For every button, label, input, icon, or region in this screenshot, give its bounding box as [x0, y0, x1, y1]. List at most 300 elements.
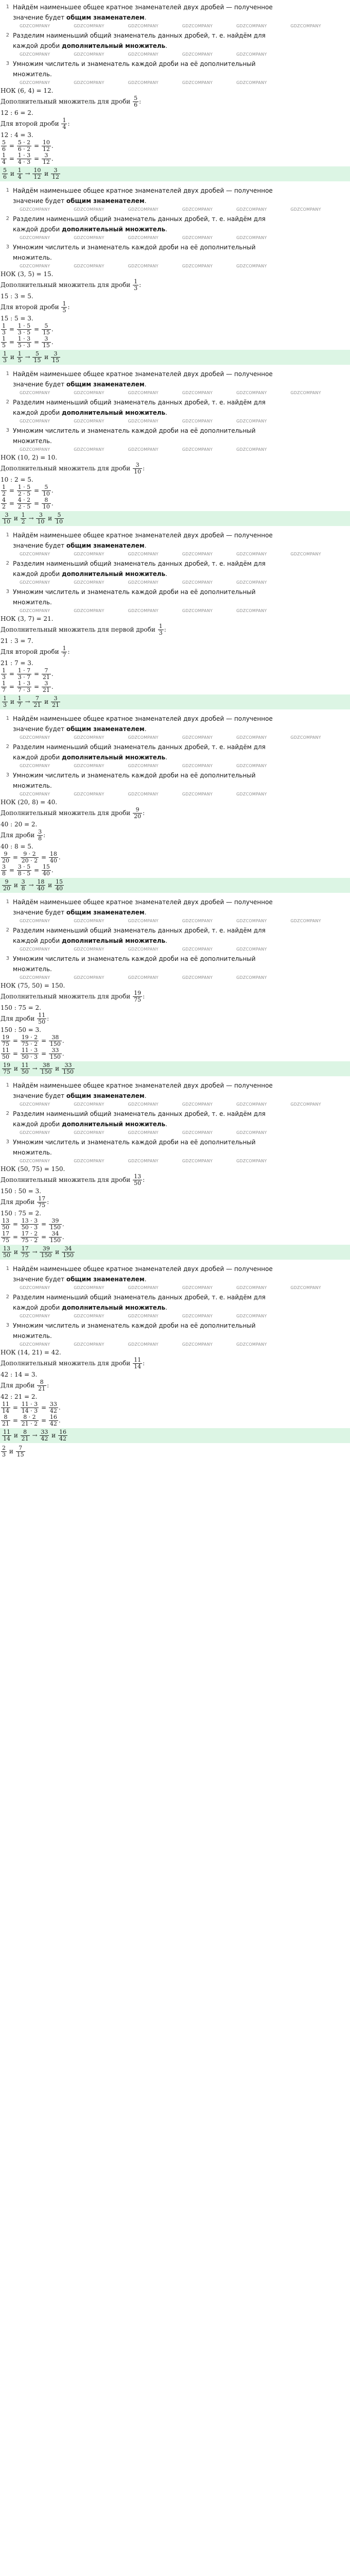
denominator: 4 · 3	[18, 159, 31, 165]
numerator: 1	[18, 350, 22, 357]
first-label: Дополнительный множитель для первой дроби	[1, 626, 155, 633]
second-calc-line: $\frac{1}{5}$ = $\frac{1 \cdot 3}{5 \cdot 3}$ = $\frac{3}{15}$ .	[2, 335, 54, 349]
numerator: 11	[134, 1357, 142, 1363]
first-calc-line: $\frac{1}{3}$ = $\frac{1 \cdot 7}{3 \cdot 7}$ = $\frac{7}{21}$ .	[2, 667, 54, 681]
numerator: 38	[40, 1062, 52, 1069]
numerator: 7	[16, 1445, 25, 1452]
watermark: GDZCOMPANY	[128, 608, 159, 613]
step-text-bold: общим знаменателем	[66, 542, 145, 549]
second-multiplier-line: Для дроби $\frac{3}{8}$ :	[1, 828, 46, 842]
step-number: 1	[6, 1082, 9, 1088]
watermark: GDZCOMPANY	[74, 391, 104, 395]
step-number: 3	[6, 1139, 9, 1145]
watermark: GDZCOMPANY	[128, 24, 159, 28]
watermark: GDZCOMPANY	[182, 1159, 213, 1163]
denominator: 5	[18, 357, 22, 364]
denominator: 3	[134, 285, 138, 292]
step-text-bold: общим знаменателем	[66, 381, 145, 388]
calculation	[0, 86, 350, 165]
source-fraction	[1, 1047, 10, 1060]
denominator: 10	[3, 518, 10, 525]
answer-fraction	[32, 696, 42, 708]
answer-fraction	[55, 512, 64, 525]
numerator: 1	[18, 167, 22, 174]
second-fraction	[61, 646, 67, 658]
denominator: 8	[38, 835, 42, 842]
numerator: 15	[42, 863, 50, 870]
step-number: 3	[6, 1323, 9, 1328]
step-item	[0, 184, 350, 207]
denominator: 8	[21, 885, 25, 892]
denominator: 75 · 2	[21, 1237, 38, 1244]
denominator: 14	[2, 1408, 9, 1414]
numerator: 11 · 3	[21, 1047, 38, 1054]
numerator: 17	[2, 1230, 9, 1237]
numerator: 1	[2, 484, 6, 490]
watermark: GDZCOMPANY	[74, 419, 104, 423]
denominator: 6	[3, 174, 7, 180]
watermark-row	[0, 608, 350, 614]
first-multiplier-line: Дополнительный множитель для первой дроби $\frac{1}{3}$ :	[1, 623, 166, 636]
watermark: GDZCOMPANY	[236, 735, 267, 740]
second-division: 15 : 5 = 3.	[1, 315, 33, 322]
watermark: GDZCOMPANY	[290, 24, 321, 28]
numerator: 19	[3, 1062, 10, 1069]
step-text-a: Найдём наименьшее общее кратное знаменателей двух дробей — полученное значение будет	[13, 370, 273, 388]
product-fraction	[21, 1401, 39, 1414]
calculation	[0, 1348, 350, 1427]
step-number: 1	[6, 371, 9, 377]
nok-line: НОК (50, 75) = 150.	[1, 1165, 65, 1173]
denominator: 50	[3, 1252, 10, 1259]
answer-fraction	[36, 512, 45, 525]
watermark: GDZCOMPANY	[20, 24, 50, 28]
watermark: GDZCOMPANY	[74, 735, 104, 740]
watermark: GDZCOMPANY	[128, 419, 159, 423]
denominator: 3 · 7	[18, 674, 31, 681]
answer-fraction	[40, 1062, 52, 1075]
numerator: 8 · 2	[21, 1414, 39, 1421]
step-text-a: Разделим наименьший общий знаменатель данных дробей, т. е. найдём для каждой дроби	[13, 927, 266, 944]
step-text-bold: общим знаменателем	[66, 14, 145, 21]
numerator: 33	[62, 1062, 75, 1069]
step-text-a: Умножим числитель и знаменатель каждой дроби на её дополнительный множитель.	[13, 955, 256, 973]
answer-box: $\frac{5}{6}$ и $\frac{1}{4}$ → $\frac{10}{12}$ и $\frac{3}{12}$	[0, 166, 350, 181]
numerator: 33	[49, 1047, 62, 1054]
watermark: GDZCOMPANY	[20, 1342, 50, 1347]
denominator: 12	[51, 174, 59, 180]
step-text	[13, 185, 281, 206]
denominator: 8 · 5	[18, 870, 31, 877]
numerator: 1 · 5	[18, 323, 31, 329]
watermark: GDZCOMPANY	[20, 207, 50, 212]
watermark: GDZCOMPANY	[236, 580, 267, 585]
watermark: GDZCOMPANY	[128, 447, 159, 452]
denominator: 4	[18, 174, 22, 180]
watermark: GDZCOMPANY	[290, 735, 321, 740]
denominator: 2 · 5	[18, 503, 31, 510]
source-fraction	[1, 864, 7, 877]
step-text-a: Умножим числитель и знаменатель каждой дроби на её дополнительный множитель.	[13, 588, 256, 606]
watermark: GDZCOMPANY	[20, 919, 50, 923]
first-multiplier-line: Дополнительный множитель для дроби $\frac{5}{6}$ :	[1, 95, 142, 108]
step-item	[0, 1136, 350, 1159]
denominator: 150	[62, 1252, 74, 1259]
product-fraction	[17, 152, 32, 165]
step-text	[13, 214, 281, 234]
denominator: 15	[16, 1451, 24, 1458]
watermark: GDZCOMPANY	[182, 919, 213, 923]
product-fraction	[17, 323, 32, 336]
numerator: 1	[2, 335, 6, 342]
denominator: 21	[33, 702, 41, 708]
answer-fraction	[2, 167, 8, 180]
result-fraction	[49, 1035, 62, 1047]
first-division: 150 : 50 = 3.	[1, 1188, 41, 1195]
step-text	[13, 1292, 281, 1313]
watermark: GDZCOMPANY	[20, 975, 50, 980]
denominator: 50 · 3	[21, 1054, 38, 1060]
step-text-b: .	[165, 754, 168, 761]
source-fraction	[1, 1414, 10, 1427]
answer-fraction	[62, 1062, 75, 1075]
step-text	[13, 954, 281, 974]
numerator: 3	[51, 167, 60, 174]
denominator: 6	[2, 146, 6, 152]
watermark-row	[0, 580, 350, 586]
result-fraction	[49, 851, 58, 864]
nok-line: НОК (75, 50) = 150.	[1, 982, 65, 989]
step-number: 3	[6, 589, 9, 595]
watermark-row	[0, 80, 350, 86]
watermark-row	[0, 919, 350, 924]
second-division: 40 : 8 = 5.	[1, 843, 33, 850]
solution-block	[0, 0, 350, 181]
denominator: 21	[51, 702, 59, 708]
second-label: Для второй дроби	[1, 120, 59, 127]
result-fraction	[42, 864, 51, 877]
solution-block	[0, 1078, 350, 1260]
denominator: 21	[42, 674, 50, 681]
second-calc-line: $\frac{17}{75}$ = $\frac{17 \cdot 2}{75 \cdot 2}$ = $\frac{34}{150}$ .	[2, 1230, 64, 1244]
product-fraction	[17, 497, 32, 510]
watermark: GDZCOMPANY	[182, 235, 213, 240]
step-text	[13, 530, 281, 551]
watermark: GDZCOMPANY	[128, 919, 159, 923]
numerator: 11	[38, 1012, 46, 1019]
watermark-row	[0, 52, 350, 58]
calculation	[0, 269, 350, 349]
denominator: 12	[33, 174, 41, 180]
denominator: 4	[2, 159, 6, 165]
first-division: 42 : 14 = 3.	[1, 1371, 38, 1378]
numerator: 10	[33, 167, 41, 174]
watermark: GDZCOMPANY	[182, 608, 213, 613]
numerator: 33	[41, 1429, 48, 1435]
denominator: 21	[2, 1420, 9, 1427]
first-calc-line: $\frac{11}{14}$ = $\frac{11 \cdot 3}{14 \cdot 3}$ = $\frac{33}{42}$ .	[2, 1401, 61, 1414]
source-fraction	[1, 1035, 10, 1047]
numerator: 11	[2, 1401, 9, 1408]
numerator: 7	[42, 668, 51, 674]
denominator: 10	[55, 518, 63, 525]
denominator: 42	[49, 1408, 57, 1414]
second-label: Для дроби	[1, 1382, 35, 1389]
step-text-b: .	[144, 1276, 147, 1283]
numerator: 38	[49, 1035, 62, 1041]
numerator: 13	[2, 1217, 9, 1224]
step-text-a: Умножим числитель и знаменатель каждой дроби на её дополнительный множитель.	[13, 1139, 256, 1156]
calculation	[0, 798, 350, 877]
source-fraction	[1, 323, 7, 336]
watermark: GDZCOMPANY	[236, 608, 267, 613]
numerator: 4 · 2	[18, 497, 31, 503]
result-fraction	[42, 681, 51, 693]
answer-fraction	[21, 1062, 30, 1075]
answer-fraction	[17, 696, 23, 708]
watermark: GDZCOMPANY	[182, 580, 213, 585]
numerator: 5	[55, 512, 64, 519]
product-fraction	[17, 681, 32, 693]
numerator: 1	[62, 117, 66, 124]
numerator: 15	[55, 878, 63, 885]
step-item	[0, 368, 350, 391]
denominator: 7	[2, 687, 6, 693]
footer-fraction	[16, 1445, 25, 1458]
step-item	[0, 1291, 350, 1314]
step-text	[13, 1080, 281, 1101]
first-label: Дополнительный множитель для дроби	[1, 465, 131, 472]
watermark-row	[0, 1159, 350, 1164]
calculation	[0, 453, 350, 510]
step-text-b: .	[165, 42, 168, 49]
watermark: GDZCOMPANY	[182, 552, 213, 556]
watermark: GDZCOMPANY	[74, 975, 104, 980]
second-division: 21 : 7 = 3.	[1, 659, 33, 667]
numerator: 3	[2, 863, 6, 870]
step-number: 3	[6, 428, 9, 433]
watermark: GDZCOMPANY	[20, 1285, 50, 1290]
watermark: GDZCOMPANY	[236, 975, 267, 980]
step-text	[13, 369, 281, 389]
numerator: 1	[3, 350, 7, 357]
second-calc-line: $\frac{4}{2}$ = $\frac{4 \cdot 2}{2 \cdot 5}$ = $\frac{8}{10}$ .	[2, 497, 54, 510]
numerator: 17	[38, 1195, 46, 1202]
step-item	[0, 586, 350, 608]
watermark: GDZCOMPANY	[20, 52, 50, 57]
product-fraction	[21, 1218, 39, 1231]
watermark: GDZCOMPANY	[182, 80, 213, 85]
numerator: 39	[49, 1218, 62, 1225]
step-text-b: .	[165, 409, 168, 416]
second-calc-line: $\frac{3}{8}$ = $\frac{3 \cdot 5}{8 \cdot 5}$ = $\frac{15}{40}$ .	[2, 863, 54, 877]
step-text-b: .	[144, 14, 147, 21]
watermark: GDZCOMPANY	[128, 1130, 159, 1135]
step-item	[0, 953, 350, 975]
watermark: GDZCOMPANY	[290, 391, 321, 395]
denominator: 7	[18, 702, 22, 708]
step-text-a: Разделим наименьший общий знаменатель данных дробей, т. е. найдём для каждой дроби	[13, 399, 266, 416]
numerator: 17	[21, 1245, 29, 1252]
numerator: 9	[133, 807, 142, 814]
watermark: GDZCOMPANY	[74, 80, 104, 85]
numerator: 19	[2, 1034, 9, 1041]
answer-fraction	[51, 351, 60, 364]
watermark: GDZCOMPANY	[74, 608, 104, 613]
result-fraction	[42, 152, 51, 165]
answer-fraction	[55, 879, 64, 892]
result-fraction	[42, 484, 51, 497]
step-text-b: .	[165, 570, 168, 578]
numerator: 1	[62, 300, 66, 307]
denominator: 20	[134, 813, 142, 820]
step-item	[0, 769, 350, 792]
numerator: 34	[49, 1231, 62, 1238]
watermark: GDZCOMPANY	[236, 447, 267, 452]
step-text-b: .	[144, 542, 147, 549]
watermark: GDZCOMPANY	[236, 552, 267, 556]
watermark: GDZCOMPANY	[182, 1130, 213, 1135]
first-calc-line: $\frac{5}{6}$ = $\frac{5 \cdot 2}{6 \cdot 2}$ = $\frac{10}{12}$ .	[2, 139, 54, 152]
watermark: GDZCOMPANY	[182, 975, 213, 980]
denominator: 2	[21, 518, 25, 525]
step-text-b: .	[144, 725, 147, 733]
numerator: 19 · 2	[21, 1034, 38, 1041]
watermark: GDZCOMPANY	[74, 552, 104, 556]
first-division: 40 : 20 = 2.	[1, 821, 38, 828]
numerator: 33	[49, 1401, 57, 1408]
numerator: 16	[59, 1429, 66, 1435]
product-fraction	[17, 336, 32, 349]
denominator: 40	[42, 870, 50, 877]
denominator: 42	[49, 1420, 57, 1427]
watermark: GDZCOMPANY	[74, 235, 104, 240]
watermark: GDZCOMPANY	[128, 1159, 159, 1163]
denominator: 3	[2, 674, 6, 681]
first-fraction	[133, 1174, 142, 1187]
step-text-a: Найдём наименьшее общее кратное знаменателей двух дробей — полученное значение будет	[13, 899, 273, 916]
watermark-row	[0, 419, 350, 425]
numerator: 5	[3, 167, 7, 174]
numerator: 10	[42, 139, 50, 146]
watermark: GDZCOMPANY	[236, 1314, 267, 1318]
step-text-bold: дополнительный множитель	[61, 1304, 166, 1311]
step-item	[0, 741, 350, 764]
denominator: 5	[2, 342, 6, 349]
answer-fraction	[17, 351, 23, 364]
watermark: GDZCOMPANY	[128, 764, 159, 768]
watermark-row	[0, 1285, 350, 1291]
numerator: 9	[1, 851, 10, 858]
watermark: GDZCOMPANY	[236, 1102, 267, 1107]
denominator: 150	[49, 1237, 61, 1244]
second-label: Для дроби	[1, 832, 35, 839]
denominator: 2	[2, 503, 6, 510]
watermark: GDZCOMPANY	[182, 207, 213, 212]
denominator: 21	[38, 1385, 46, 1392]
watermark: GDZCOMPANY	[236, 207, 267, 212]
numerator: 3	[38, 828, 42, 835]
product-fraction	[21, 1414, 39, 1427]
watermark: GDZCOMPANY	[20, 947, 50, 952]
watermark: GDZCOMPANY	[128, 975, 159, 980]
step-text-a: Разделим наименьший общий знаменатель данных дробей, т. е. найдём для каждой дроби	[13, 743, 266, 761]
step-number: 2	[6, 216, 9, 222]
step-text-bold: общим знаменателем	[66, 725, 145, 733]
second-label: Для второй дроби	[1, 648, 59, 655]
denominator: 15	[51, 357, 59, 364]
watermark: GDZCOMPANY	[128, 1342, 159, 1347]
numerator: 11 · 3	[21, 1401, 38, 1408]
denominator: 75	[134, 996, 142, 1003]
second-fraction	[37, 829, 43, 842]
watermark: GDZCOMPANY	[236, 52, 267, 57]
numerator: 1	[134, 278, 138, 285]
watermark-row	[0, 735, 350, 741]
step-text	[13, 1109, 281, 1129]
numerator: 9 · 2	[21, 851, 39, 858]
denominator: 10	[42, 490, 50, 497]
watermark: GDZCOMPANY	[20, 1102, 50, 1107]
numerator: 16	[49, 1414, 57, 1420]
step-text-bold: общим знаменателем	[66, 1276, 145, 1283]
watermark: GDZCOMPANY	[236, 1159, 267, 1163]
denominator: 3	[3, 702, 7, 708]
step-text	[13, 558, 281, 579]
step-number: 1	[6, 1266, 9, 1272]
watermark: GDZCOMPANY	[20, 1130, 50, 1135]
denominator: 50	[134, 1180, 142, 1187]
step-text	[13, 770, 281, 791]
nok-line: НОК (14, 21) = 42.	[1, 1349, 61, 1356]
source-fraction	[1, 851, 10, 864]
watermark: GDZCOMPANY	[20, 1314, 50, 1318]
watermark: GDZCOMPANY	[74, 947, 104, 952]
watermark: GDZCOMPANY	[20, 419, 50, 423]
denominator: 40	[55, 885, 63, 892]
denominator: 150	[41, 1069, 52, 1075]
denominator: 150	[62, 1069, 74, 1075]
denominator: 12	[42, 146, 50, 152]
watermark: GDZCOMPANY	[74, 764, 104, 768]
source-fraction	[1, 152, 7, 165]
calculation	[0, 981, 350, 1060]
numerator: 5	[42, 323, 51, 330]
denominator: 42	[59, 1435, 66, 1442]
watermark: GDZCOMPANY	[20, 447, 50, 452]
footer-calc: $\frac{2}{3}$ и $\frac{7}{15}$	[2, 1445, 24, 1458]
step-text	[13, 30, 281, 51]
numerator: 11	[2, 1047, 9, 1054]
step-text-a: Умножим числитель и знаменатель каждой дроби на её дополнительный множитель.	[13, 427, 256, 445]
watermark: GDZCOMPANY	[128, 391, 159, 395]
watermark: GDZCOMPANY	[74, 792, 104, 796]
step-text	[13, 587, 281, 607]
numerator: 3	[42, 336, 51, 343]
second-multiplier-line: Для дроби $\frac{11}{50}$ :	[1, 1012, 49, 1025]
solution-block	[0, 183, 350, 365]
numerator: 1	[2, 152, 6, 159]
second-calc-line: $\frac{8}{21}$ = $\frac{8 \cdot 2}{21 \cdot 2}$ = $\frac{16}{42}$ .	[2, 1414, 61, 1427]
first-fraction	[133, 1357, 142, 1370]
second-label: Для дроби	[1, 1198, 35, 1206]
first-label: Дополнительный множитель для дроби	[1, 98, 131, 105]
watermark: GDZCOMPANY	[74, 52, 104, 57]
source-fraction	[1, 140, 7, 152]
second-fraction	[37, 1012, 46, 1025]
answer-fraction	[2, 1062, 11, 1075]
watermark: GDZCOMPANY	[290, 552, 321, 556]
